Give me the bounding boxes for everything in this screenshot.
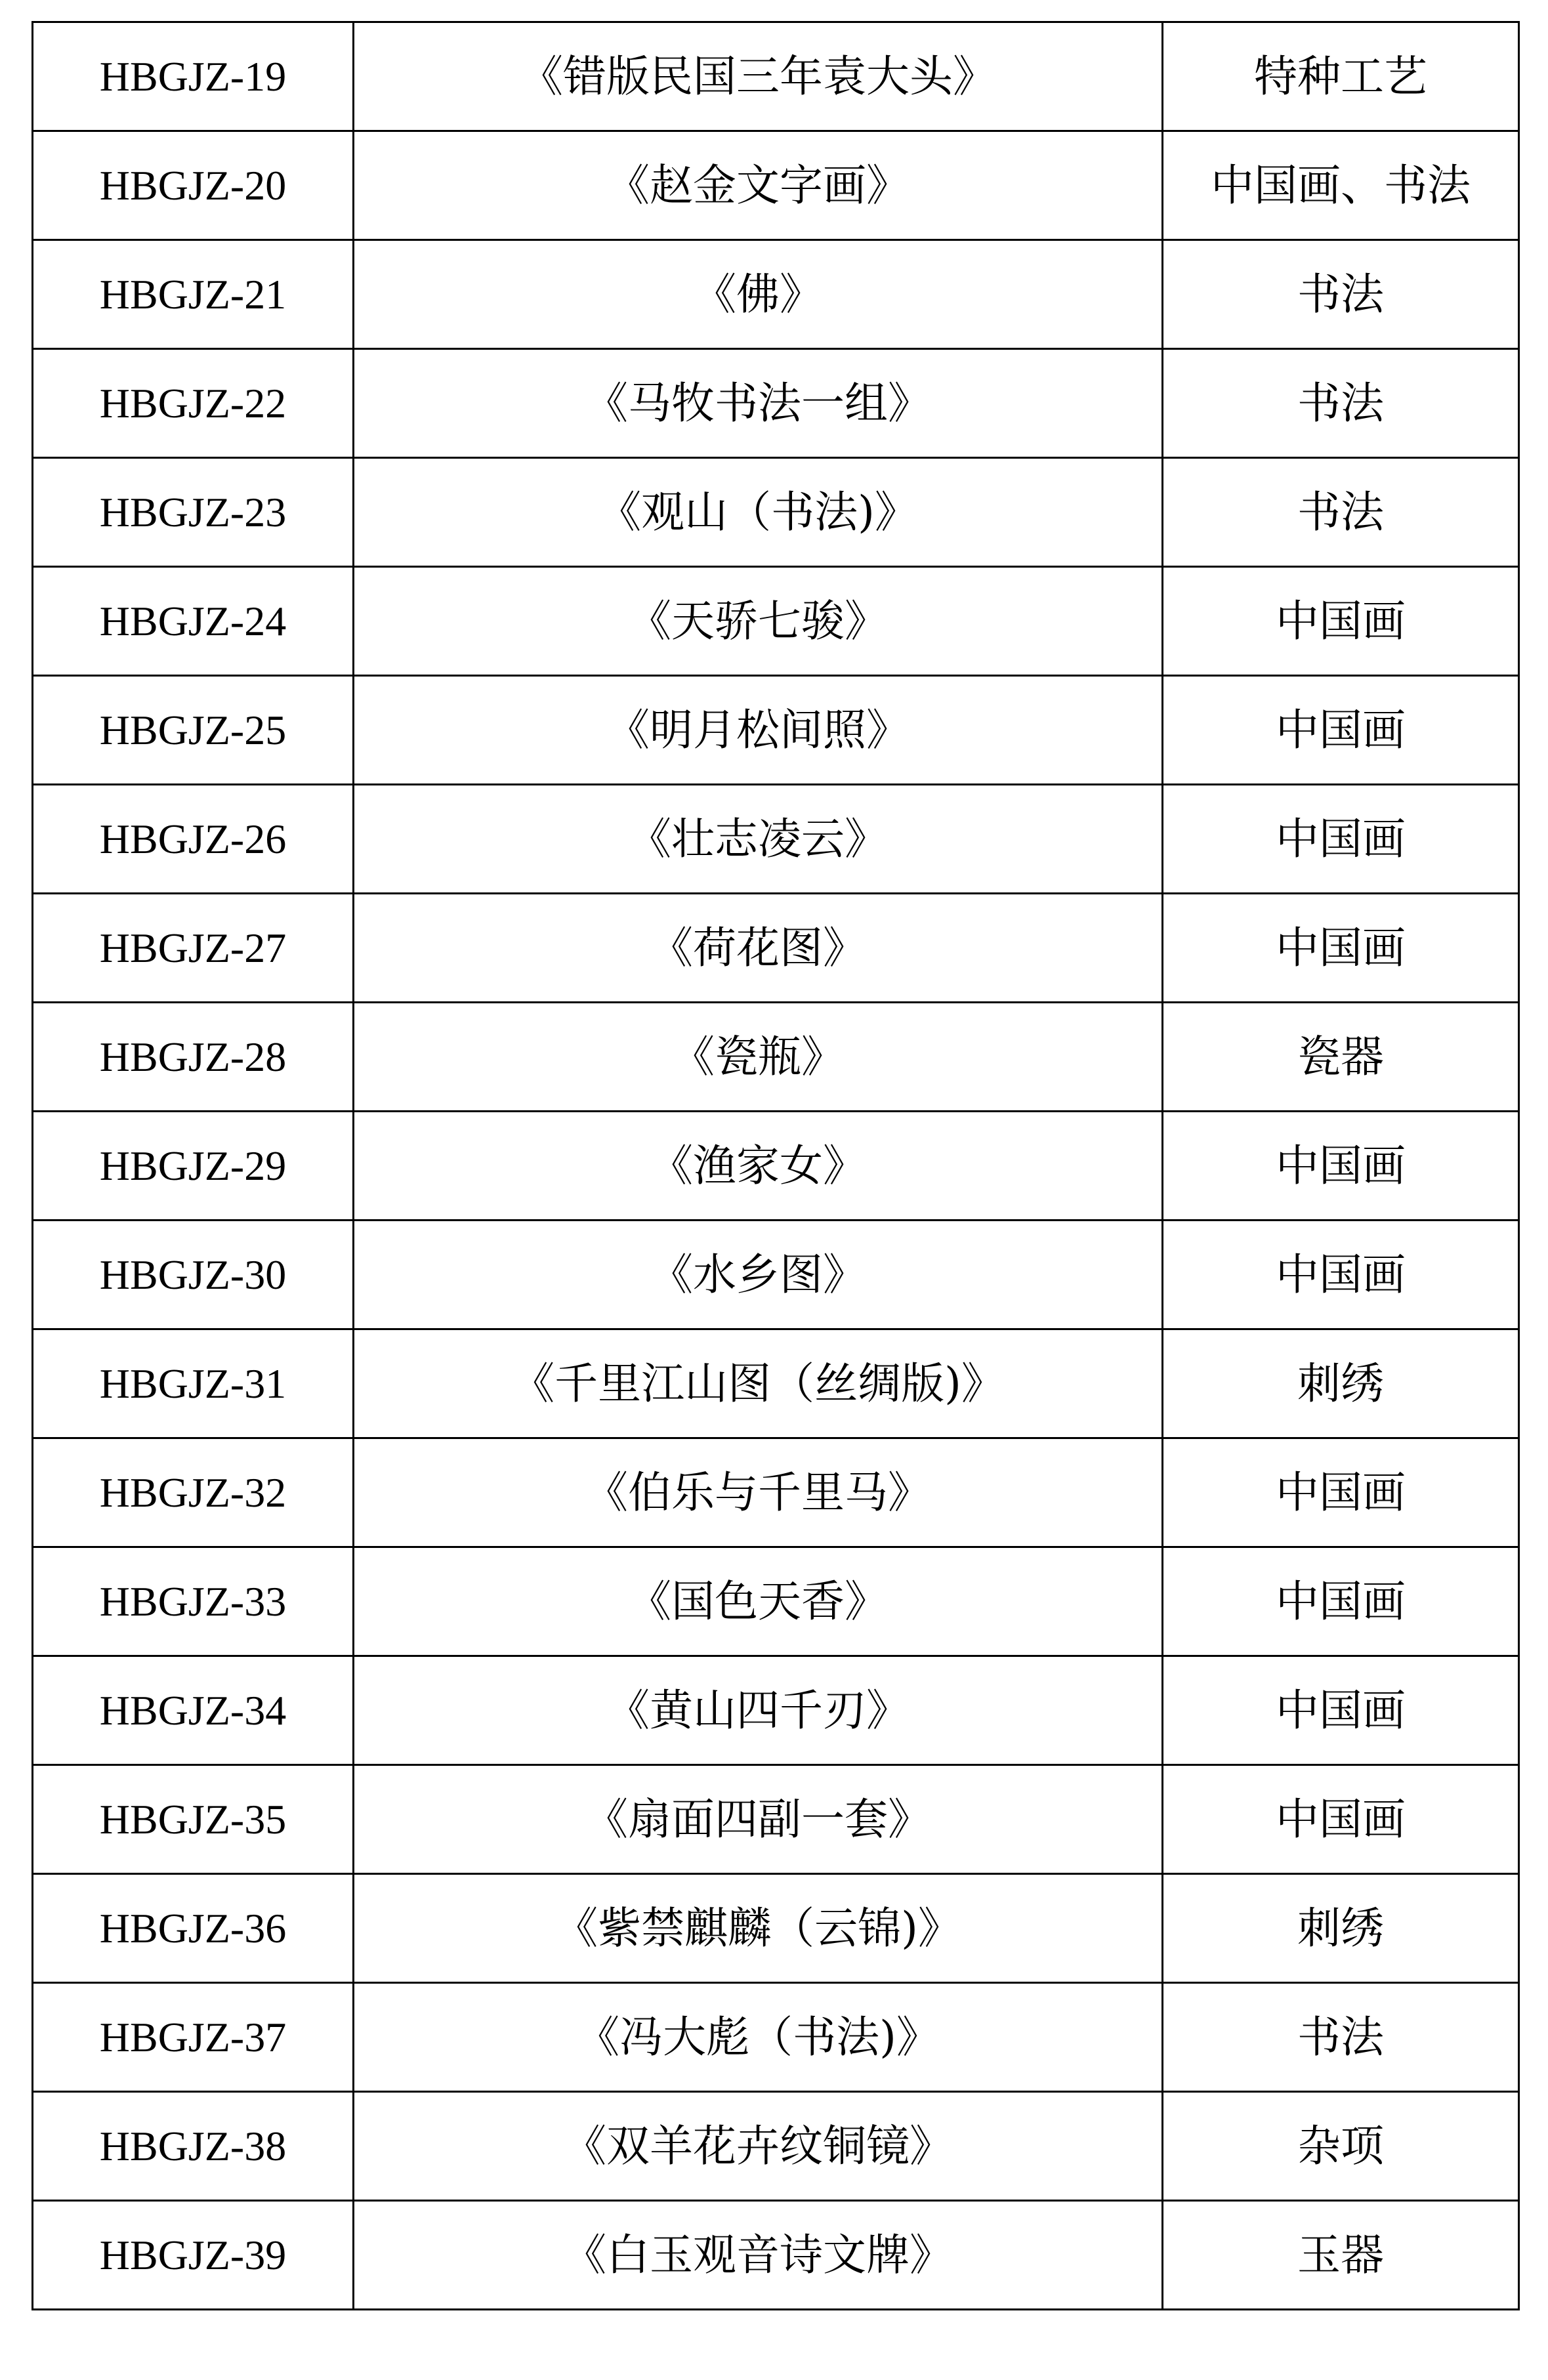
item-code-cell: HBGJZ-21 <box>33 240 354 349</box>
table-row <box>33 567 1519 676</box>
item-title-cell: 《观山（书法)》 <box>354 458 1163 567</box>
item-title-cell: 《赵金文字画》 <box>354 131 1163 240</box>
item-code-cell: HBGJZ-23 <box>33 458 354 567</box>
item-category-cell: 中国画 <box>1163 785 1519 894</box>
item-category-cell: 中国画 <box>1163 894 1519 1003</box>
item-code-cell: HBGJZ-30 <box>33 1221 354 1329</box>
table-row <box>33 1547 1519 1656</box>
item-category-cell: 中国画 <box>1163 1656 1519 1765</box>
catalog-table <box>31 21 1520 2310</box>
table-row <box>33 785 1519 894</box>
item-code-cell: HBGJZ-22 <box>33 349 354 458</box>
item-code-cell: HBGJZ-39 <box>33 2201 354 2310</box>
table-row <box>33 676 1519 785</box>
item-title-cell: 《冯大彪（书法)》 <box>354 1983 1163 2092</box>
item-title-cell: 《天骄七骏》 <box>354 567 1163 676</box>
item-title-cell: 《马牧书法一组》 <box>354 349 1163 458</box>
item-code-cell: HBGJZ-26 <box>33 785 354 894</box>
item-title-cell: 《渔家女》 <box>354 1112 1163 1221</box>
table-row <box>33 22 1519 131</box>
table-row <box>33 1221 1519 1329</box>
table-row <box>33 2201 1519 2310</box>
item-title-cell: 《扇面四副一套》 <box>354 1765 1163 1874</box>
item-category-cell: 书法 <box>1163 458 1519 567</box>
item-code-cell: HBGJZ-25 <box>33 676 354 785</box>
item-title-cell: 《错版民国三年袁大头》 <box>354 22 1163 131</box>
table-row <box>33 131 1519 240</box>
item-code-cell: HBGJZ-38 <box>33 2092 354 2201</box>
table-row <box>33 1765 1519 1874</box>
item-title-cell: 《壮志凌云》 <box>354 785 1163 894</box>
table-row <box>33 1656 1519 1765</box>
item-category-cell: 书法 <box>1163 349 1519 458</box>
table-row <box>33 1438 1519 1547</box>
item-title-cell: 《双羊花卉纹铜镜》 <box>354 2092 1163 2201</box>
table-row <box>33 458 1519 567</box>
item-category-cell: 瓷器 <box>1163 1003 1519 1112</box>
table-row <box>33 240 1519 349</box>
item-title-cell: 《伯乐与千里马》 <box>354 1438 1163 1547</box>
item-category-cell: 中国画 <box>1163 567 1519 676</box>
item-title-cell: 《白玉观音诗文牌》 <box>354 2201 1163 2310</box>
item-code-cell: HBGJZ-24 <box>33 567 354 676</box>
item-category-cell: 中国画、书法 <box>1163 131 1519 240</box>
item-code-cell: HBGJZ-33 <box>33 1547 354 1656</box>
item-code-cell: HBGJZ-32 <box>33 1438 354 1547</box>
item-category-cell: 杂项 <box>1163 2092 1519 2201</box>
item-category-cell: 刺绣 <box>1163 1874 1519 1983</box>
item-code-cell: HBGJZ-36 <box>33 1874 354 1983</box>
table-row <box>33 894 1519 1003</box>
item-code-cell: HBGJZ-28 <box>33 1003 354 1112</box>
table-row <box>33 1003 1519 1112</box>
item-category-cell: 中国画 <box>1163 1438 1519 1547</box>
item-category-cell: 中国画 <box>1163 1221 1519 1329</box>
item-category-cell: 中国画 <box>1163 1112 1519 1221</box>
item-title-cell: 《千里江山图（丝绸版)》 <box>354 1329 1163 1438</box>
item-category-cell: 刺绣 <box>1163 1329 1519 1438</box>
table-row <box>33 1983 1519 2092</box>
item-category-cell: 中国画 <box>1163 1547 1519 1656</box>
item-title-cell: 《佛》 <box>354 240 1163 349</box>
table-row <box>33 1874 1519 1983</box>
item-title-cell: 《明月松间照》 <box>354 676 1163 785</box>
item-category-cell: 特种工艺 <box>1163 22 1519 131</box>
item-code-cell: HBGJZ-37 <box>33 1983 354 2092</box>
item-title-cell: 《瓷瓶》 <box>354 1003 1163 1112</box>
item-code-cell: HBGJZ-19 <box>33 22 354 131</box>
item-title-cell: 《紫禁麒麟（云锦)》 <box>354 1874 1163 1983</box>
table-row <box>33 1329 1519 1438</box>
table-row <box>33 349 1519 458</box>
item-title-cell: 《水乡图》 <box>354 1221 1163 1329</box>
item-title-cell: 《国色天香》 <box>354 1547 1163 1656</box>
item-code-cell: HBGJZ-35 <box>33 1765 354 1874</box>
item-category-cell: 中国画 <box>1163 1765 1519 1874</box>
item-code-cell: HBGJZ-34 <box>33 1656 354 1765</box>
item-title-cell: 《黄山四千刃》 <box>354 1656 1163 1765</box>
item-code-cell: HBGJZ-20 <box>33 131 354 240</box>
catalog-table-body <box>33 22 1519 2310</box>
item-category-cell: 书法 <box>1163 1983 1519 2092</box>
item-title-cell: 《荷花图》 <box>354 894 1163 1003</box>
item-code-cell: HBGJZ-27 <box>33 894 354 1003</box>
table-row <box>33 2092 1519 2201</box>
item-category-cell: 玉器 <box>1163 2201 1519 2310</box>
item-category-cell: 中国画 <box>1163 676 1519 785</box>
table-row <box>33 1112 1519 1221</box>
item-code-cell: HBGJZ-31 <box>33 1329 354 1438</box>
item-code-cell: HBGJZ-29 <box>33 1112 354 1221</box>
item-category-cell: 书法 <box>1163 240 1519 349</box>
